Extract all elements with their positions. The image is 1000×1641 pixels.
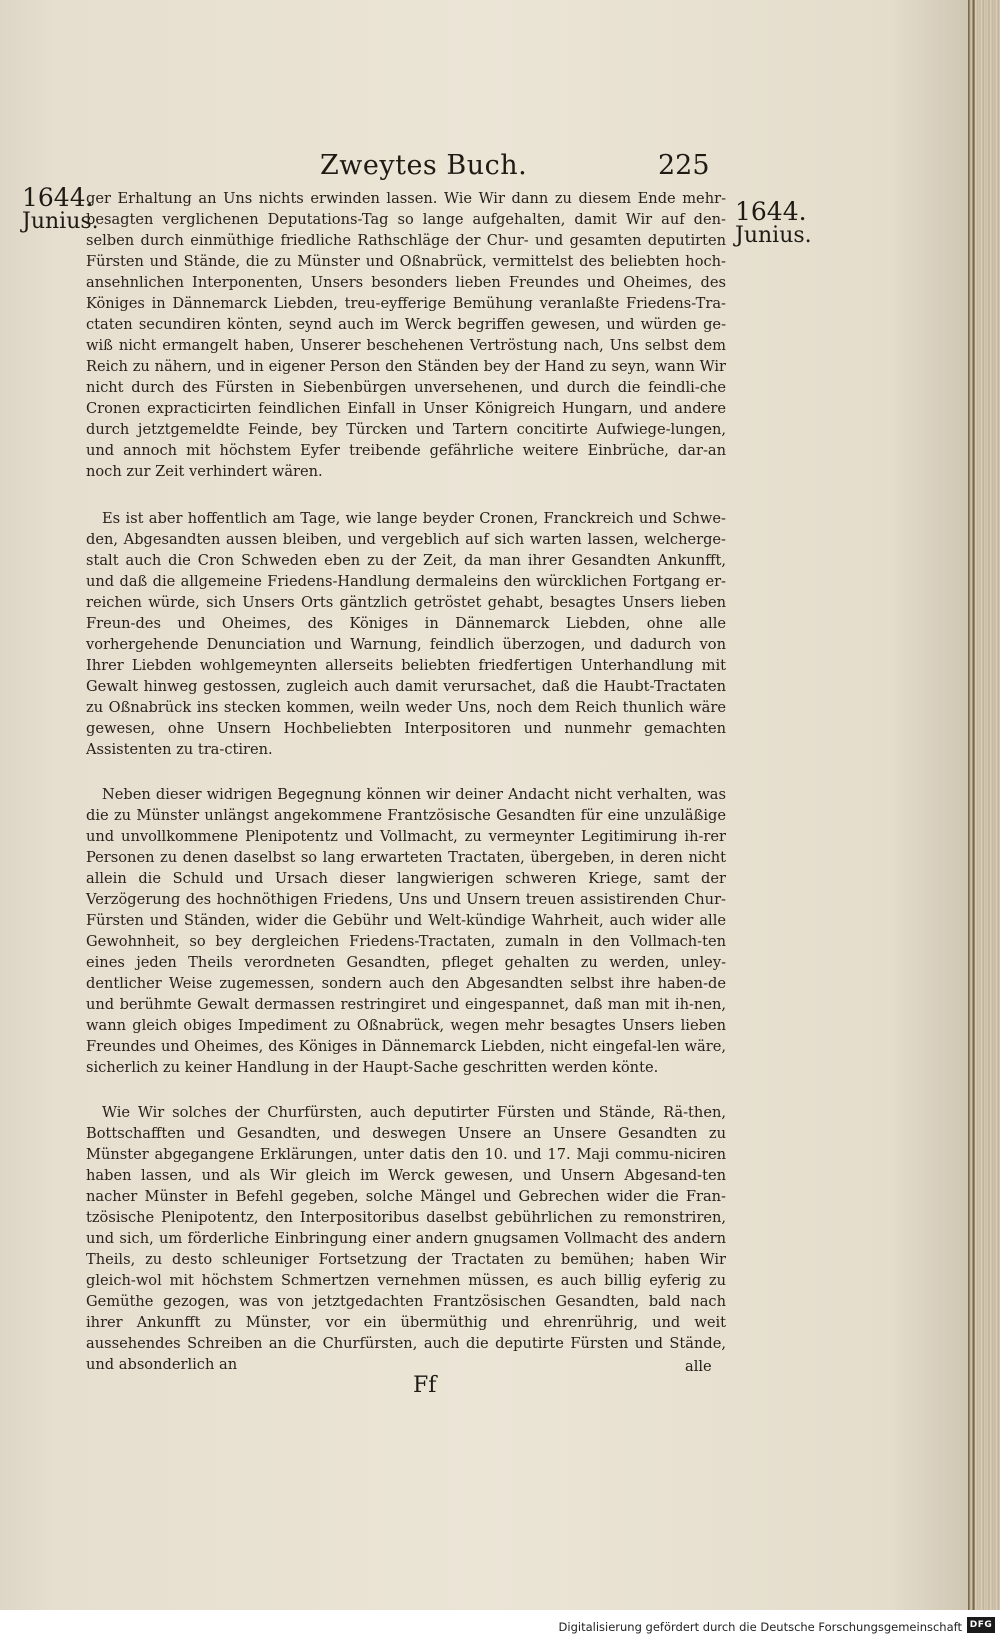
paragraph-1: ger Erhaltung an Uns nichts erwinden lassen. Wie Wir dann zu diesem Ende mehr-besagten verglichenen Deputations-Tag so lange aufgehalten, damit Wir auf den-selben durch einmüthige friedliche Rathschläge der Chur- und gesamten deputirten Fürsten und Stände, die zu Münster und Oßnabrück, vermittelst des beliebten hoch-ansehnlichen Interponenten, Unsers besonders lieben Freundes und Oheimes, des Königes in Dännemarck Liebden, treu-eyfferige Bemühung veranlaßte Friedens-Tra-ctaten secundiren könten, seynd auch im Werck begriffen gewesen, und würden ge-wiß nicht ermangelt haben, Unserer beschehenen Vertröstung nach, Uns selbst dem Reich zu nähern, und in eigener Person den Ständen bey der Hand zu seyn, wann Wir nicht durch des Fürsten in Siebenbürgen unversehenen, und durch die feindli-che Cronen expracticirten feindlichen Einfall in Unser Königreich Hungarn, und andere durch jetztgemeldte Feinde, bey Türcken und Tartern concitirte Aufwiege-lungen, und annoch mit höchstem Eyfer treibende gefährliche weitere Einbrüche, dar-an noch zur Zeit verhindert wären. xyxy=(86,190,726,480)
left-margin-year: 1644. xyxy=(22,183,94,212)
signature-mark: Ff xyxy=(413,1373,437,1398)
running-title: Zweytes Buch. xyxy=(320,150,528,181)
left-margin-month: Junius. xyxy=(22,209,99,234)
right-margin-note xyxy=(735,197,815,248)
left-margin-note xyxy=(22,183,99,234)
funding-credit: Digitalisierung gefördert durch die Deutsche Forschungsgemeinschaft xyxy=(558,1620,962,1634)
catchword: alle xyxy=(685,1358,712,1375)
paragraph-2: Es ist aber hoffentlich am Tage, wie lange beyder Cronen, Franckreich und Schwe-den, Abgesandten aussen bleiben, und vergeblich auf sich warten lassen, welcherge-stalt auch die Cron Schweden eben zu der Zeit, da man ihrer Gesandten Ankunfft, und daß die allgemeine Friedens-Handlung dermaleins den würcklichen Fortgang er-reichen würde, sich Unsers Orts gäntzlich getröstet gehabt, besagtes Unsers lieben Freun-des und Oheimes, des Königes in Dännemarck Liebden, ohne alle vorhergehende Denunciation und Warnung, feindlich überzogen, und dadurch von Ihrer Liebden wohlgemeynten allerseits beliebten friedfertigen Unterhandlung mit Gewalt hinweg gestossen, zugleich auch damit verursachet, daß die Haubt-Tractaten zu Oßnabrück ins stecken kommen, weiln weder Uns, noch dem Reich thunlich wäre gewesen, ohne Unsern Hochbeliebten Interpositoren und nunmehr gemachten Assistenten zu tra-ctiren. xyxy=(86,510,726,758)
right-margin-month: Junius. xyxy=(735,223,812,248)
dfg-logo: DFG xyxy=(967,1617,995,1633)
body-text xyxy=(86,188,726,1399)
page-stack xyxy=(975,0,1000,1610)
page-number: 225 xyxy=(658,150,710,181)
paragraph-4: Wie Wir solches der Churfürsten, auch deputirter Fürsten und Stände, Rä-then, Bottschafften und Gesandten, und deswegen Unsere an Unsere Gesandten zu Münster abgegangene Erklärungen, unter datis den 10. und 17. Maji commu-niciren haben lassen, und als Wir gleich im Werck gewesen, und Unsern Abgesand-ten nacher Münster in Befehl gegeben, solche Mängel und Gebrechen wider die Fran-tzösische Plenipotentz, den Interpositoribus daselbst gebührlichen zu remonstriren, und sich, um förderliche Einbringung einer andern gnugsamen Vollmacht des andern Theils, zu desto schleuniger Fortsetzung der Tractaten zu bemühen; haben Wir gleich-wol mit höchstem Schmertzen vernehmen müssen, es auch billig eyferig zu Gemüthe gezogen, was von jetztgedachten Frantzösischen Gesandten, bald nach ihrer Ankunfft zu Münster, vor ein übermüthig und ehrenrührig, und weit aussehendes Schreiben an die Churfürsten, auch die deputirte Fürsten und Stände, und absonderlich an xyxy=(86,1104,726,1373)
right-margin-year: 1644. xyxy=(735,197,807,226)
paragraph-3: Neben dieser widrigen Begegnung können wir deiner Andacht nicht verhalten, was die zu Münster unlängst angekommene Frantzösische Gesandten für eine unzuläßige und unvollkommene Plenipotentz und Vollmacht, zu vermeynter Legitimirung ih-rer Personen zu denen daselbst so lang erwarteten Tractaten, übergeben, in deren nicht allein die Schuld und Ursach dieser langwierigen schweren Kriege, samt der Verzögerung des hochnöthigen Friedens, Uns und Unsern treuen assistirenden Chur-Fürsten und Ständen, wider die Gebühr und Welt-kündige Wahrheit, auch wider alle Gewohnheit, so bey dergleichen Friedens-Tractaten, zumaln in den Vollmach-ten eines jeden Theils verordneten Gesandten, pfleget gehalten zu werden, unley-dentlicher Weise zugemessen, sondern auch den Abgesandten selbst ihre haben-de und berühmte Gewalt dermassen restringiret und eingespannet, daß man mit ih-nen, wann gleich obiges Impediment zu Oßnabrück, wegen mehr besagtes Unsers lieben Freundes und Oheimes, des Königes in Dännemarck Liebden, nicht eingefal-len wäre, sicherlich zu keiner Handlung in der Haupt-Sache geschritten werden könte. xyxy=(86,786,726,1076)
